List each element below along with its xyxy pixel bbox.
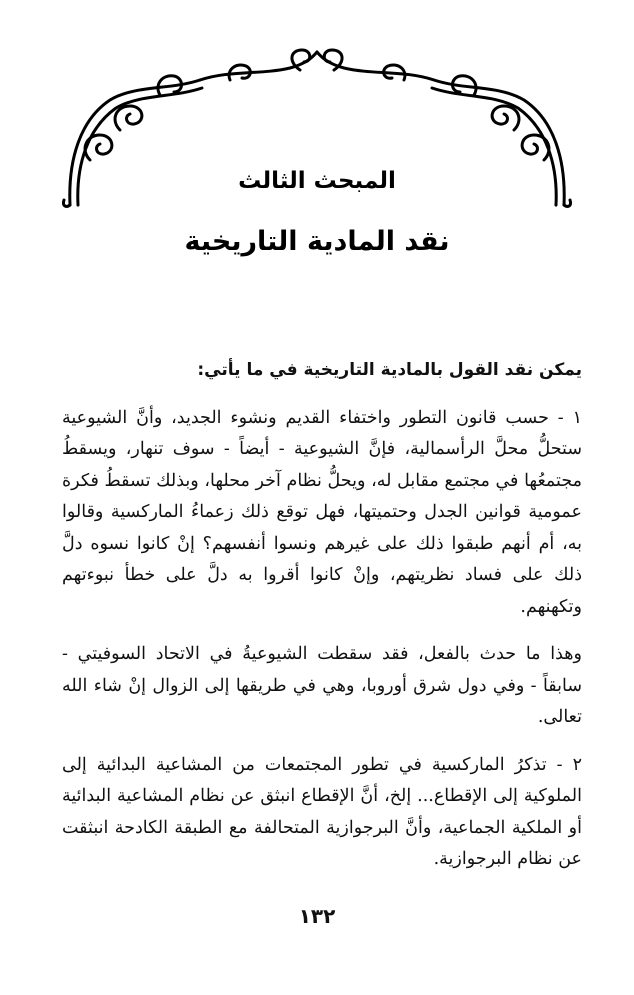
section-heading: المبحث الثالث: [238, 168, 396, 194]
chapter-title: نقد المادية التاريخية: [184, 226, 450, 257]
paragraph-3: ٢ - تذكرُ الماركسية في تطور المجتمعات من المشاعية البدائية إلى الملوكية إلى الإقطاع... إلخ، أنَّ الإقطاع انبثق عن نظام المشاعية البدائية أو الملكية الجماعية، وأنَّ البرجوازية المتحالفة مع الطبقة الكادحة انبثقت عن نظام البرجوازية.: [62, 754, 582, 869]
intro-sentence: يمكن نقد القول بالمادية التاريخية في ما يأتي:: [197, 360, 582, 380]
body-text: [62, 355, 582, 892]
paragraph-2: وهذا ما حدث بالفعل، فقد سقطت الشيوعيةُ في الاتحاد السوفيتي - سابقاً - وفي دول شرق أوروبا، وهي في طريقها إلى الزوال إنْ شاء الله تعالى.: [62, 644, 582, 727]
paragraph-1: ١ - حسب قانون التطور واختفاء القديم ونشوء الجديد، وأنَّ الشيوعية ستحلُّ محلَّ الرأسمالية، فإنَّ الشيوعية - أيضاً - سوف تنهار، ويسقطُ مجتمعُها في مجتمع مقابل له، ويحلُّ نظام آخر محلها، وبذلك تسقطُ فكرة عمومية قوانين الجدل وحتميتها، فهل توقع ذلك زعماءُ الماركسية وقالوا به، أم أنهم طبقوا ذلك على غيرهم ونسوا أنفسهم؟ إنْ كانوا نسوه دلَّ ذلك على فساد نظريتهم، وإنْ كانوا أقروا به دلَّ على خطأ نبوءتهم وتكهنهم.: [62, 407, 582, 617]
page-number: ١٣٢: [298, 904, 336, 928]
